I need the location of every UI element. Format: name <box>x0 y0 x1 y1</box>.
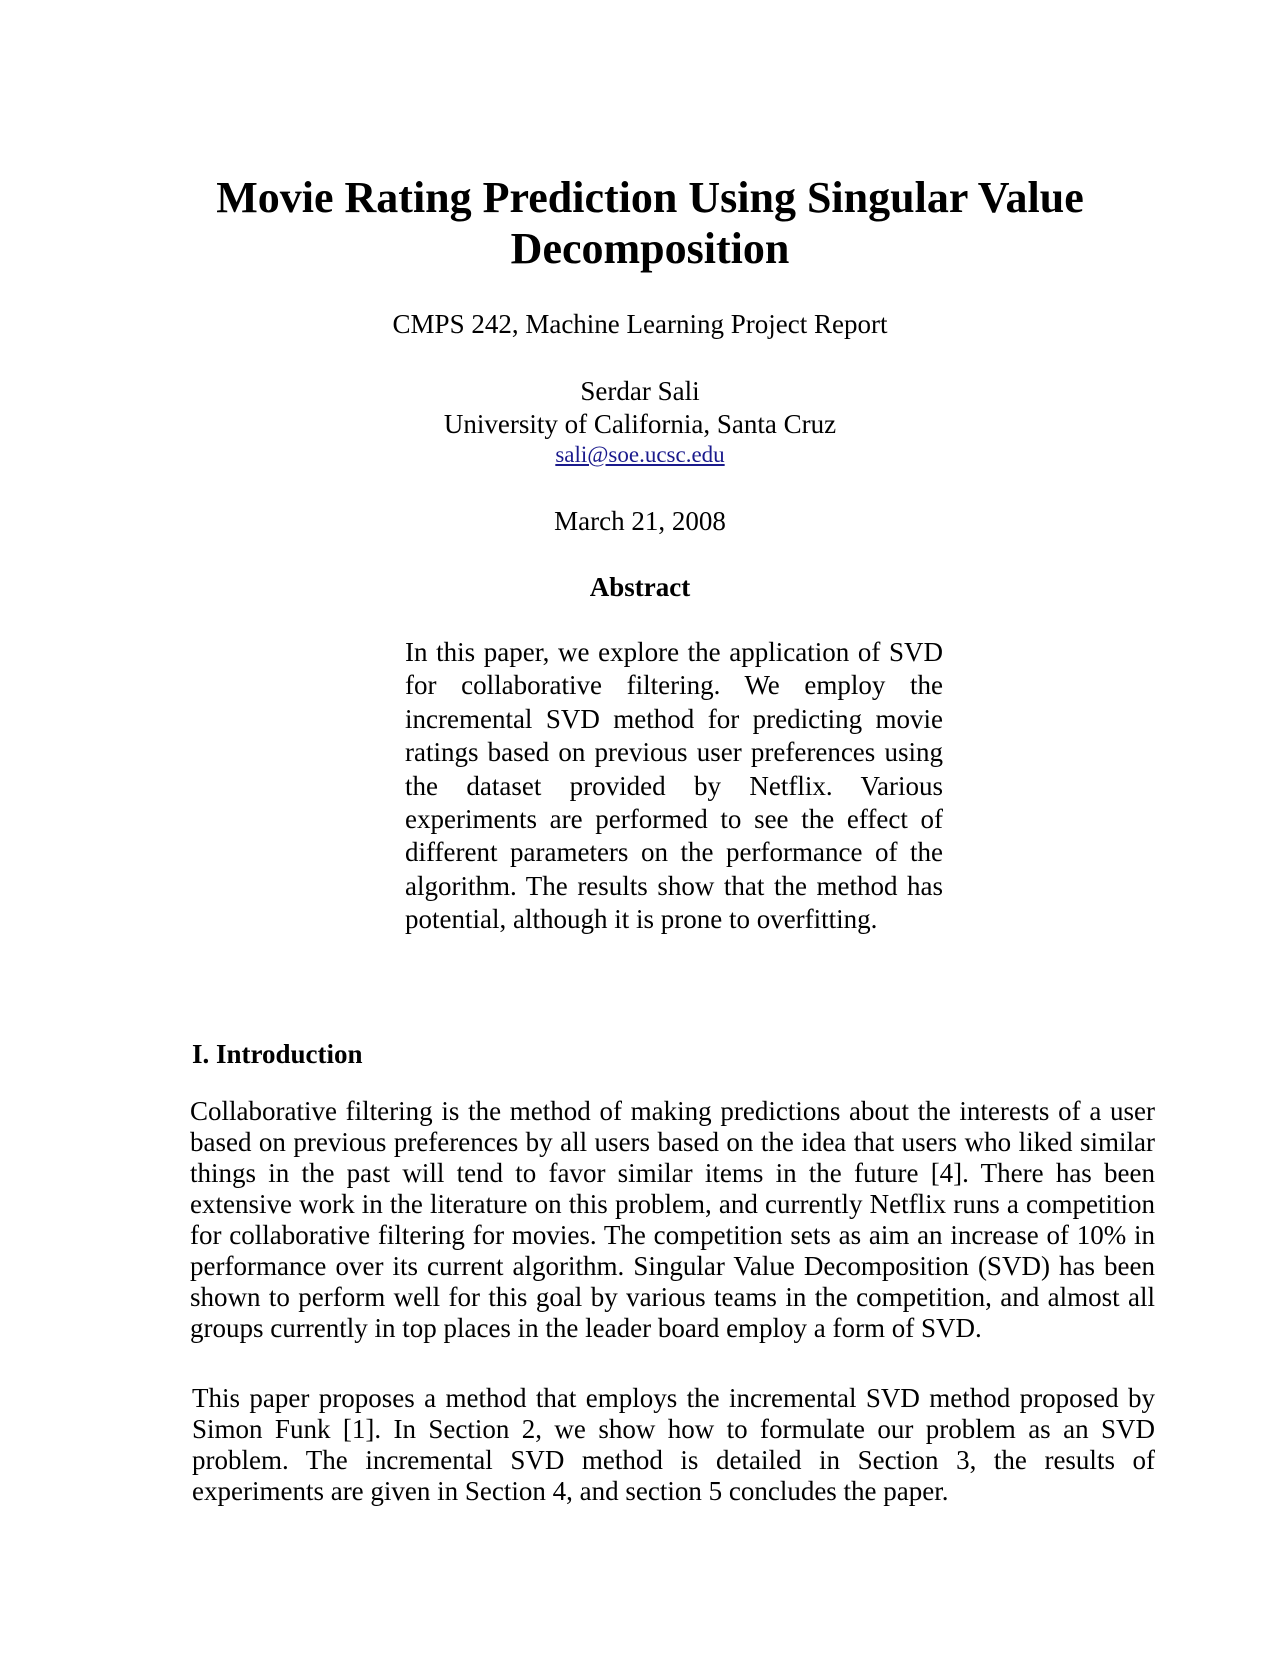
author-email-line <box>340 441 940 469</box>
introduction-paragraph-1: Collaborative filtering is the method of making predictions about the interests of a user based on previous preferences by all users based on the idea that users who liked similar things in the past will tend to favor similar items in the future [4]. There has been extensive work in the literature on this problem, and currently Netflix runs a competition for collaborative filtering for movies. The competition sets as aim an increase of 10% in performance over its current algorithm. Singular Value Decomposition (SVD) has been shown to perform well for this goal by various teams in the competition, and almost all groups currently in top places in the leader board employ a form of SVD. <box>190 1096 1155 1343</box>
abstract-body: In this paper, we explore the application of SVD for collaborative filtering. We employ the incremental SVD method for predicting movie ratings based on previous user preferences using the dataset provided by Netflix. Various experiments are performed to see the effect of different parameters on the performance of the algorithm. The results show that the method has potential, although it is prone to overfitting. <box>405 637 943 935</box>
paper-title: Movie Rating Prediction Using Singular Value Decomposition <box>216 173 1084 273</box>
author-name: Serdar Sali <box>580 376 700 406</box>
author-email-link[interactable]: sali@soe.ucsc.edu <box>555 442 725 467</box>
course-line: CMPS 242, Machine Learning Project Report <box>392 309 888 339</box>
section-heading-introduction: I. Introduction <box>192 1039 363 1069</box>
author-affiliation: University of California, Santa Cruz <box>443 409 837 439</box>
introduction-paragraph-2: This paper proposes a method that employs the incremental SVD method proposed by Simon Funk [1]. In Section 2, we show how to formulate our problem as an SVD problem. The incremental SVD method is detailed in Section 3, the results of experiments are given in Section 4, and section 5 concludes the paper. <box>192 1383 1155 1506</box>
paper-date: March 21, 2008 <box>554 506 726 536</box>
abstract-heading: Abstract <box>589 572 691 602</box>
